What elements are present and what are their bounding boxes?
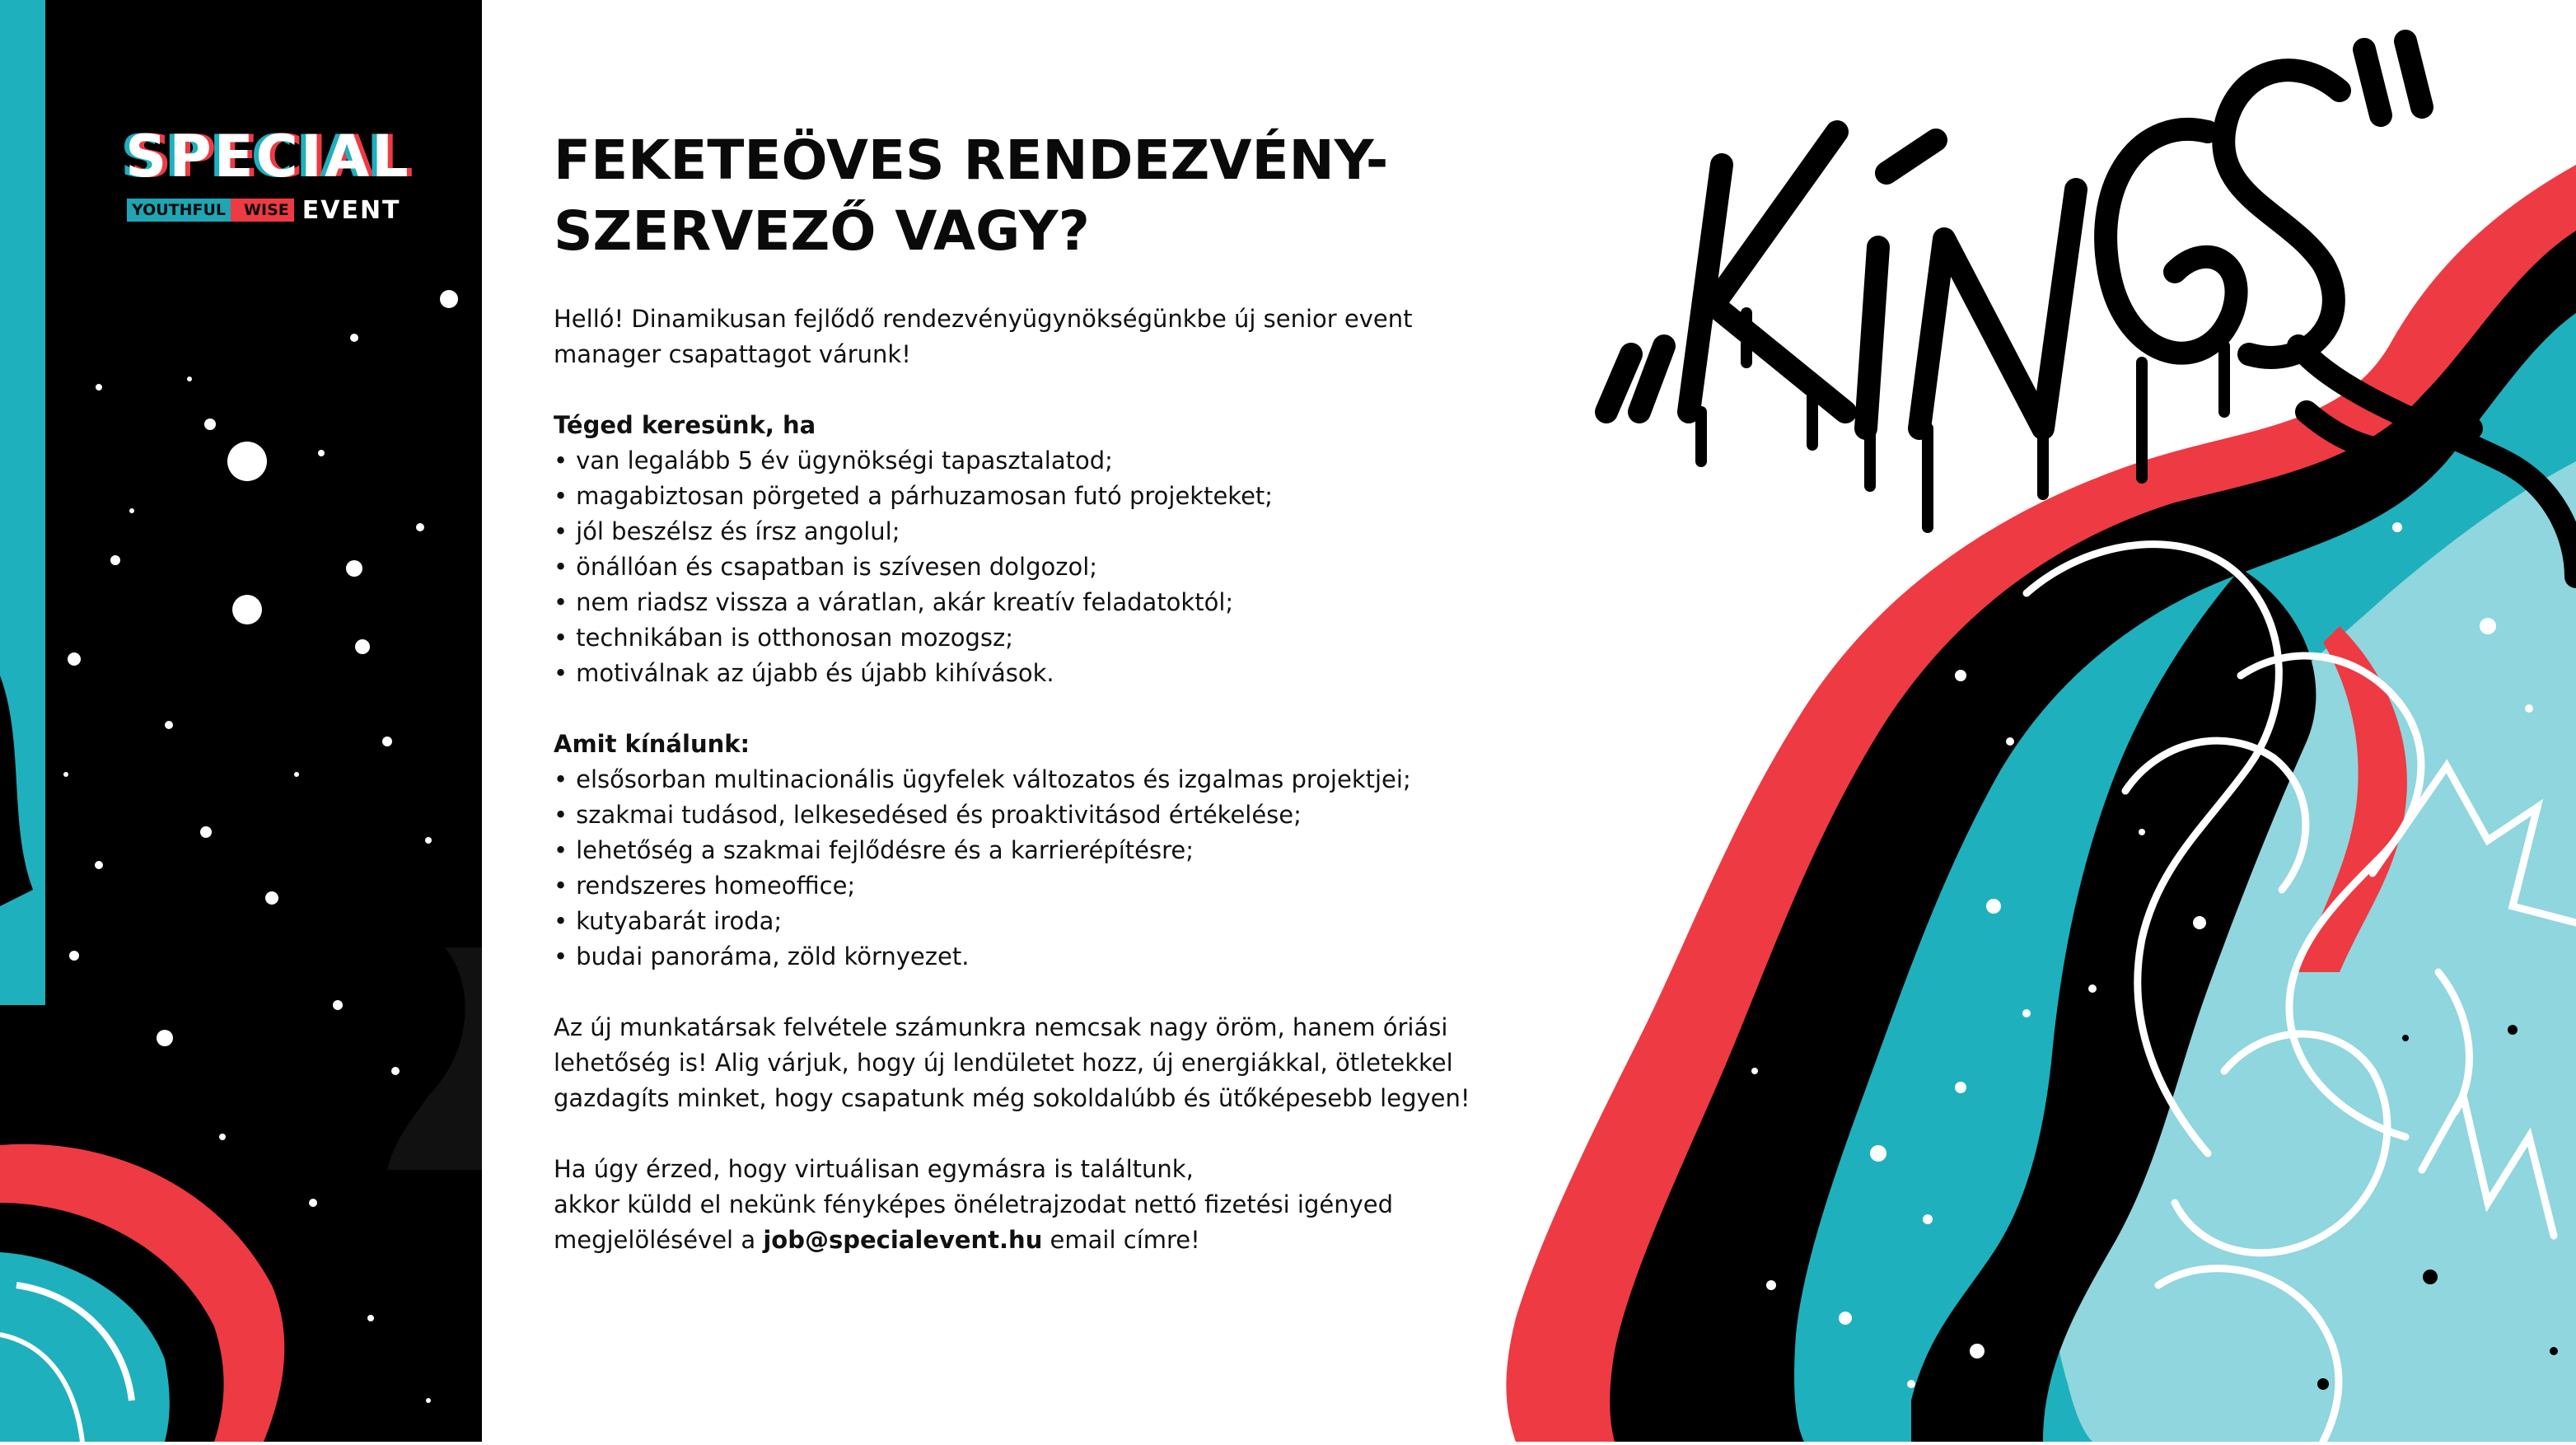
offer-heading: Amit kínálunk: [554,730,750,758]
list-item: • rendszeres homeoffice; [554,868,1600,904]
list-item: • budai panoráma, zöld környezet. [554,939,1600,975]
intro-line-1: Helló! Dinamikusan fejlődő rendezvényügynökségünkbe új senior event [554,305,1413,333]
page-title-line-1: FEKETEÖVES RENDEZVÉNY- [554,129,1389,192]
list-item: • jól beszélsz és írsz angolul; [554,514,1600,549]
logo-tag-divider [231,199,239,222]
requirements-heading: Téged keresünk, ha [554,411,816,439]
list-item: • lehetőség a szakmai fejlődésre és a karrierépítésre; [554,833,1600,868]
logo-tagline [127,195,401,225]
list-item: • elsősorban multinacionális ügyfelek változatos és izgalmas projektjei; [554,762,1600,797]
logo-tag-youthful: YOUTHFUL [127,199,231,222]
list-item: • magabiztosan pörgeted a párhuzamosan futó projekteket; [554,479,1600,514]
apply-line-3-prefix: megjelölésével a [554,1226,764,1254]
graffiti-tag-art [1417,0,2576,1442]
email-link[interactable]: job@specialevent.hu [763,1226,1043,1254]
special-event-logo [125,123,446,225]
page-title-line-2: SZERVEZŐ VAGY? [554,199,1090,263]
intro-line-2: manager csapattagot várunk! [554,340,911,368]
logo-tag-wise: WISE [239,199,294,222]
list-item: • technikában is otthonosan mozogsz; [554,620,1600,656]
logo-wordmark: SPECIAL [125,123,411,190]
list-item: • szakmai tudásod, lelkesedésed és proaktivitásod értékelése; [554,797,1600,833]
apply-line-2: akkor küldd el nekünk fényképes önéletrajzodat nettó fizetési igényed [554,1190,1394,1218]
logo-tag-event: EVENT [302,195,401,225]
closing-line-1: Az új munkatársak felvétele számunkra nemcsak nagy öröm, hanem óriási [554,1013,1448,1041]
closing-line-3: gazdagíts minket, hogy csapatunk még sokoldalúbb és ütőképesebb legyen! [554,1084,1470,1112]
graffiti-art [1417,0,2576,1442]
list-item: • kutyabarát iroda; [554,904,1600,939]
apply-line-1: Ha úgy érzed, hogy virtuálisan egymásra is találtunk, [554,1155,1194,1183]
list-item: • önállóan és csapatban is szívesen dolgozol; [554,549,1600,585]
apply-line-3-suffix: email címre! [1042,1226,1200,1254]
closing-line-2: lehetőség is! Alig várjuk, hogy új lendületet hozz, új energiákkal, ötletekkel [554,1049,1453,1077]
list-item: • van legalább 5 év ügynökségi tapasztalatod; [554,443,1600,479]
list-item: • nem riadsz vissza a váratlan, akár kreatív feladatoktól; [554,585,1600,620]
list-item: • motiválnak az újabb és újabb kihívások. [554,656,1600,691]
